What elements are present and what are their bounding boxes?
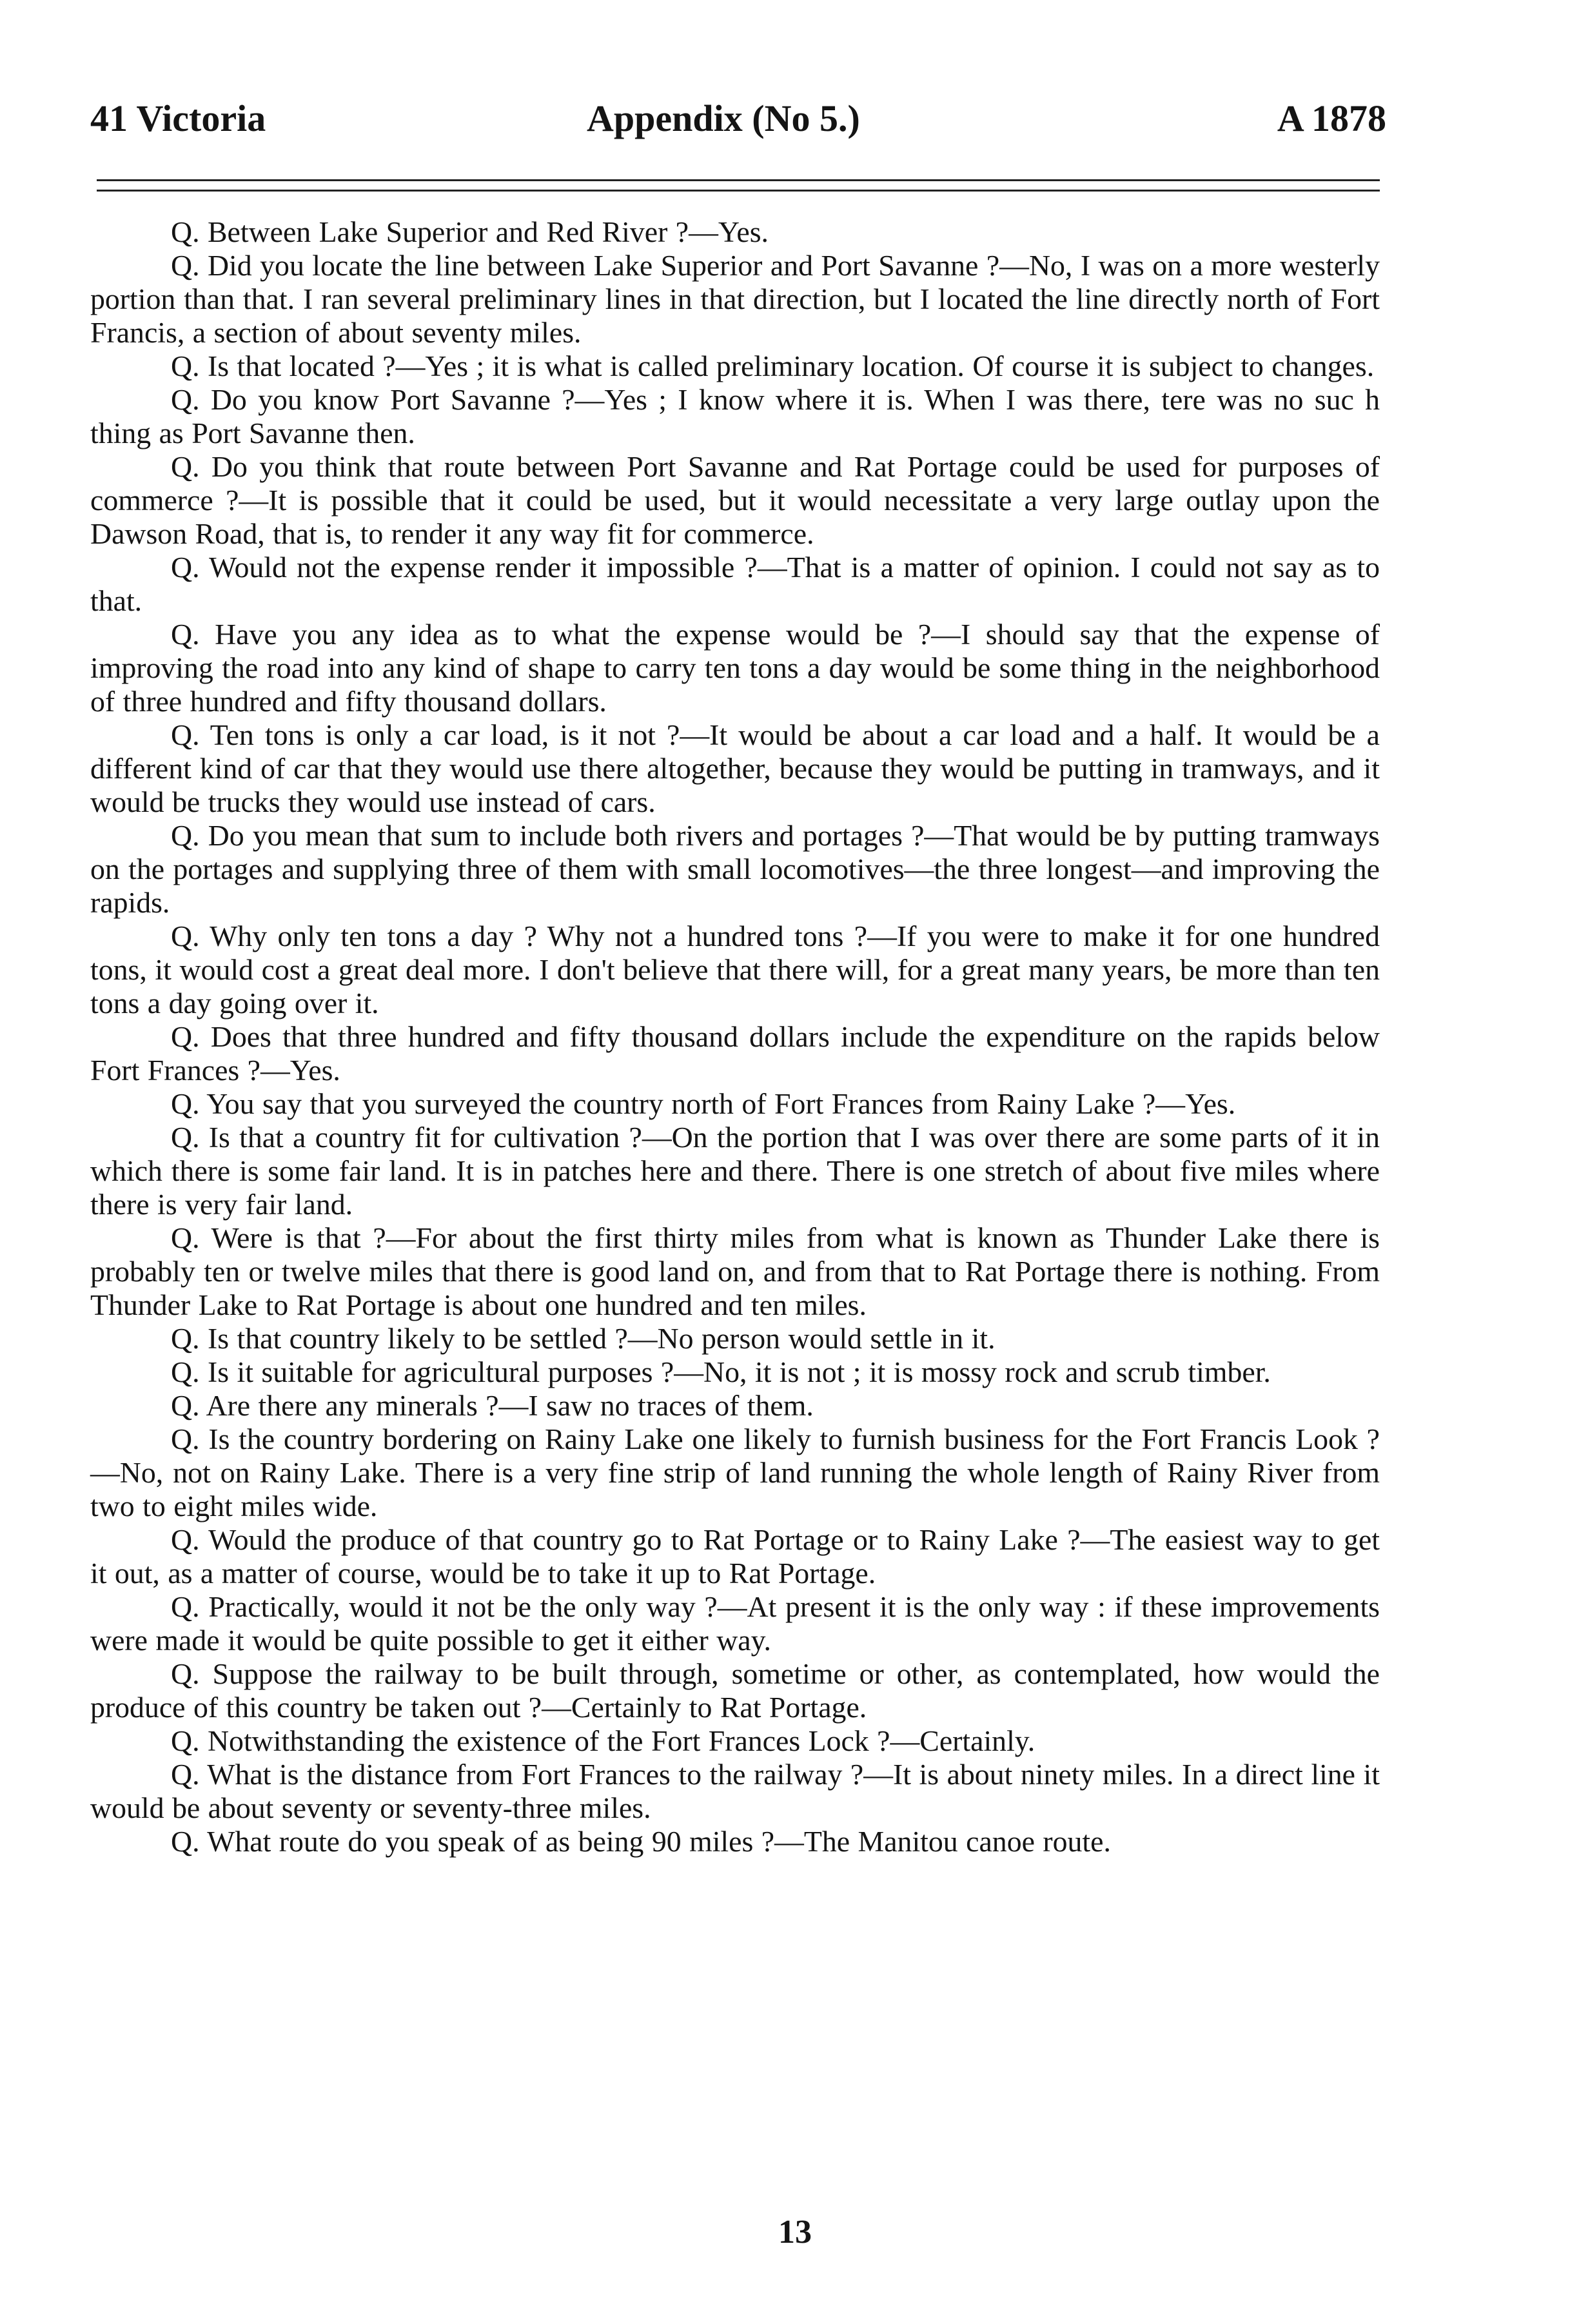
qa-paragraph: Q. Did you locate the line between Lake Superior and Port Savanne ?—No, I was on a more westerly portion than that. I ran several preliminary lines in that direction, but I located the line directly north of Fort Francis, a section of about seventy miles. <box>90 249 1380 349</box>
qa-paragraph: Q. Between Lake Superior and Red River ?—Yes. <box>171 215 769 248</box>
qa-paragraph: Q. What route do you speak of as being 90 miles ?—The Manitou canoe route. <box>171 1825 1111 1858</box>
qa-paragraph: Q. Ten tons is only a car load, is it not ?—It would be about a car load and a half. It would be a different kind of car that they would use there altogether, because they would be putting in tramways, and it would be trucks they would use instead of cars. <box>90 718 1380 818</box>
qa-paragraph: Q. Do you mean that sum to include both rivers and portages ?—That would be by putting tramways on the portages and supplying three of them with small locomotives—the three longest—and improving the rapids. <box>90 819 1380 919</box>
transcript-body <box>90 215 1380 1858</box>
qa-paragraph: Q. You say that you surveyed the country north of Fort Frances from Rainy Lake ?—Yes. <box>171 1087 1236 1120</box>
header-session: 41 Victoria <box>90 97 266 139</box>
header-rule-bottom <box>97 190 1380 192</box>
qa-paragraph: Q. Is that a country fit for cultivation ?—On the portion that I was over there are some parts of it in which there is some fair land. It is in patches here and there. There is one stretch of about five miles where there is very fair land. <box>90 1121 1380 1221</box>
qa-paragraph: Q. Do you know Port Savanne ?—Yes ; I know where it is. When I was there, tere was no suc h thing as Port Savanne then. <box>90 383 1380 449</box>
qa-paragraph: Q. Practically, would it not be the only way ?—At present it is the only way : if these improvements were made it would be quite possible to get it either way. <box>90 1590 1380 1657</box>
qa-paragraph: Q. Is that located ?—Yes ; it is what is called preliminary location. Of course it is subject to changes. <box>171 350 1375 382</box>
qa-paragraph: Q. Why only ten tons a day ? Why not a hundred tons ?—If you were to make it for one hundred tons, it would cost a great deal more. I don't believe that there will, for a great many years, be more than ten tons a day going over it. <box>90 920 1380 1019</box>
qa-paragraph: Q. Is that country likely to be settled ?—No person would settle in it. <box>171 1322 996 1355</box>
running-header <box>90 97 1386 148</box>
qa-paragraph: Q. Does that three hundred and fifty thousand dollars include the expenditure on the rapids below Fort Frances ?—Yes. <box>90 1020 1380 1087</box>
qa-paragraph: Q. Have you any idea as to what the expense would be ?—I should say that the expense of improving the road into any kind of shape to carry ten tons a day would be some thing in the neighborhood of three hundred and fifty thousand dollars. <box>90 618 1380 718</box>
qa-paragraph: Q. Would not the expense render it impossible ?—That is a matter of opinion. I could not say as to that. <box>90 551 1380 617</box>
header-year: A 1878 <box>1277 97 1386 139</box>
qa-paragraph: Q. Would the produce of that country go to Rat Portage or to Rainy Lake ?—The easiest way to get it out, as a matter of course, would be to take it up to Rat Portage. <box>90 1523 1380 1590</box>
header-rule-top <box>97 179 1380 181</box>
qa-paragraph: Q. Are there any minerals ?—I saw no traces of them. <box>171 1389 814 1422</box>
qa-paragraph: Q. What is the distance from Fort Frances to the railway ?—It is about ninety miles. In a direct line it would be about seventy or seventy-three miles. <box>90 1758 1380 1824</box>
page-number: 13 <box>778 2214 812 2250</box>
qa-paragraph: Q. Is it suitable for agricultural purposes ?—No, it is not ; it is mossy rock and scrub timber. <box>171 1355 1271 1388</box>
qa-paragraph: Q. Were is that ?—For about the first thirty miles from what is known as Thunder Lake there is probably ten or twelve miles that there is good land on, and from that to Rat Portage there is nothing. From Thunder Lake to Rat Portage is about one hundred and ten miles. <box>90 1221 1380 1321</box>
qa-paragraph: Q. Is the country bordering on Rainy Lake one likely to furnish business for the Fort Francis Look ?—No, not on Rainy Lake. There is a very fine strip of land running the whole length of Rainy River from two to eight miles wide. <box>90 1423 1380 1522</box>
header-appendix: Appendix (No 5.) <box>587 97 860 139</box>
qa-paragraph: Q. Do you think that route between Port Savanne and Rat Portage could be used for purposes of commerce ?—It is possible that it could be used, but it would necessitate a very large outlay upon the Dawson Road, that is, to render it any way fit for commerce. <box>90 450 1380 550</box>
qa-paragraph: Q. Notwithstanding the existence of the Fort Frances Lock ?—Certainly. <box>171 1724 1035 1757</box>
qa-paragraph: Q. Suppose the railway to be built through, sometime or other, as contemplated, how would the produce of this country be taken out ?—Certainly to Rat Portage. <box>90 1657 1380 1724</box>
